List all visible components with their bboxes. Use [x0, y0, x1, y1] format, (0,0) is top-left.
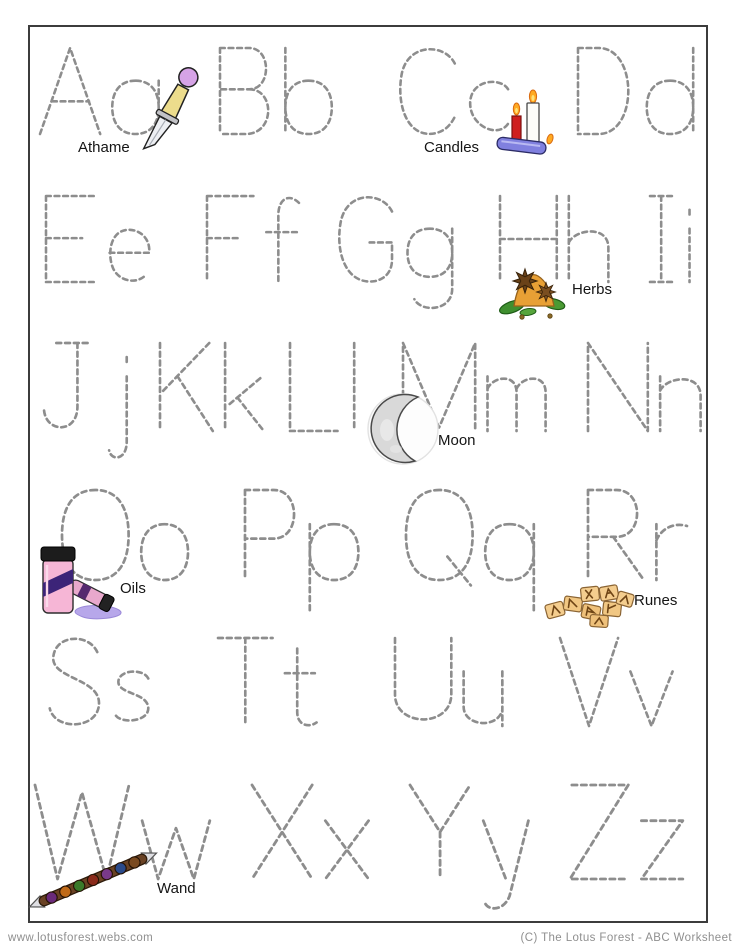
label-herbs: Herbs — [572, 281, 613, 298]
trace-letters-ll — [290, 343, 359, 431]
trace-letters-nn — [588, 343, 701, 431]
trace-letters-ff — [207, 196, 301, 282]
oil-bottles-icon — [33, 543, 125, 621]
crescent-moon-icon — [366, 392, 440, 466]
label-moon: Moon — [438, 432, 476, 449]
herbs-icon — [498, 256, 568, 320]
trace-letters-uu — [395, 638, 504, 726]
trace-letters-bb — [220, 48, 332, 134]
footer-url: www.lotusforest.webs.com — [8, 932, 154, 944]
trace-letters-vv — [560, 638, 673, 726]
beaded-wand-icon — [22, 840, 164, 920]
trace-letters-dd — [578, 48, 693, 134]
trace-letters-gg — [337, 196, 452, 282]
label-oils: Oils — [120, 580, 146, 597]
trace-letters-zz — [570, 785, 683, 879]
trace-letters-ss — [48, 638, 152, 726]
label-candles: Candles — [424, 139, 480, 156]
trace-letters-rr — [588, 490, 687, 580]
trace-letters-ii — [650, 196, 695, 282]
trace-letters-xx — [252, 785, 369, 879]
candles-icon — [494, 90, 556, 158]
trace-letters-ee — [46, 196, 151, 282]
athame-knife-icon — [140, 60, 202, 160]
trace-letters-pp — [245, 490, 358, 580]
footer-credit: (C) The Lotus Forest - ABC Worksheet — [520, 932, 732, 944]
trace-letters-jj — [44, 343, 132, 431]
label-runes: Runes — [634, 592, 678, 609]
trace-letters-tt — [218, 638, 317, 726]
rune-stones-icon — [543, 570, 635, 628]
trace-letters-yy — [410, 785, 528, 879]
trace-letters-kk — [160, 343, 264, 431]
label-athame: Athame — [78, 139, 130, 156]
trace-letters-qq — [406, 490, 534, 580]
label-wand: Wand — [157, 880, 196, 897]
